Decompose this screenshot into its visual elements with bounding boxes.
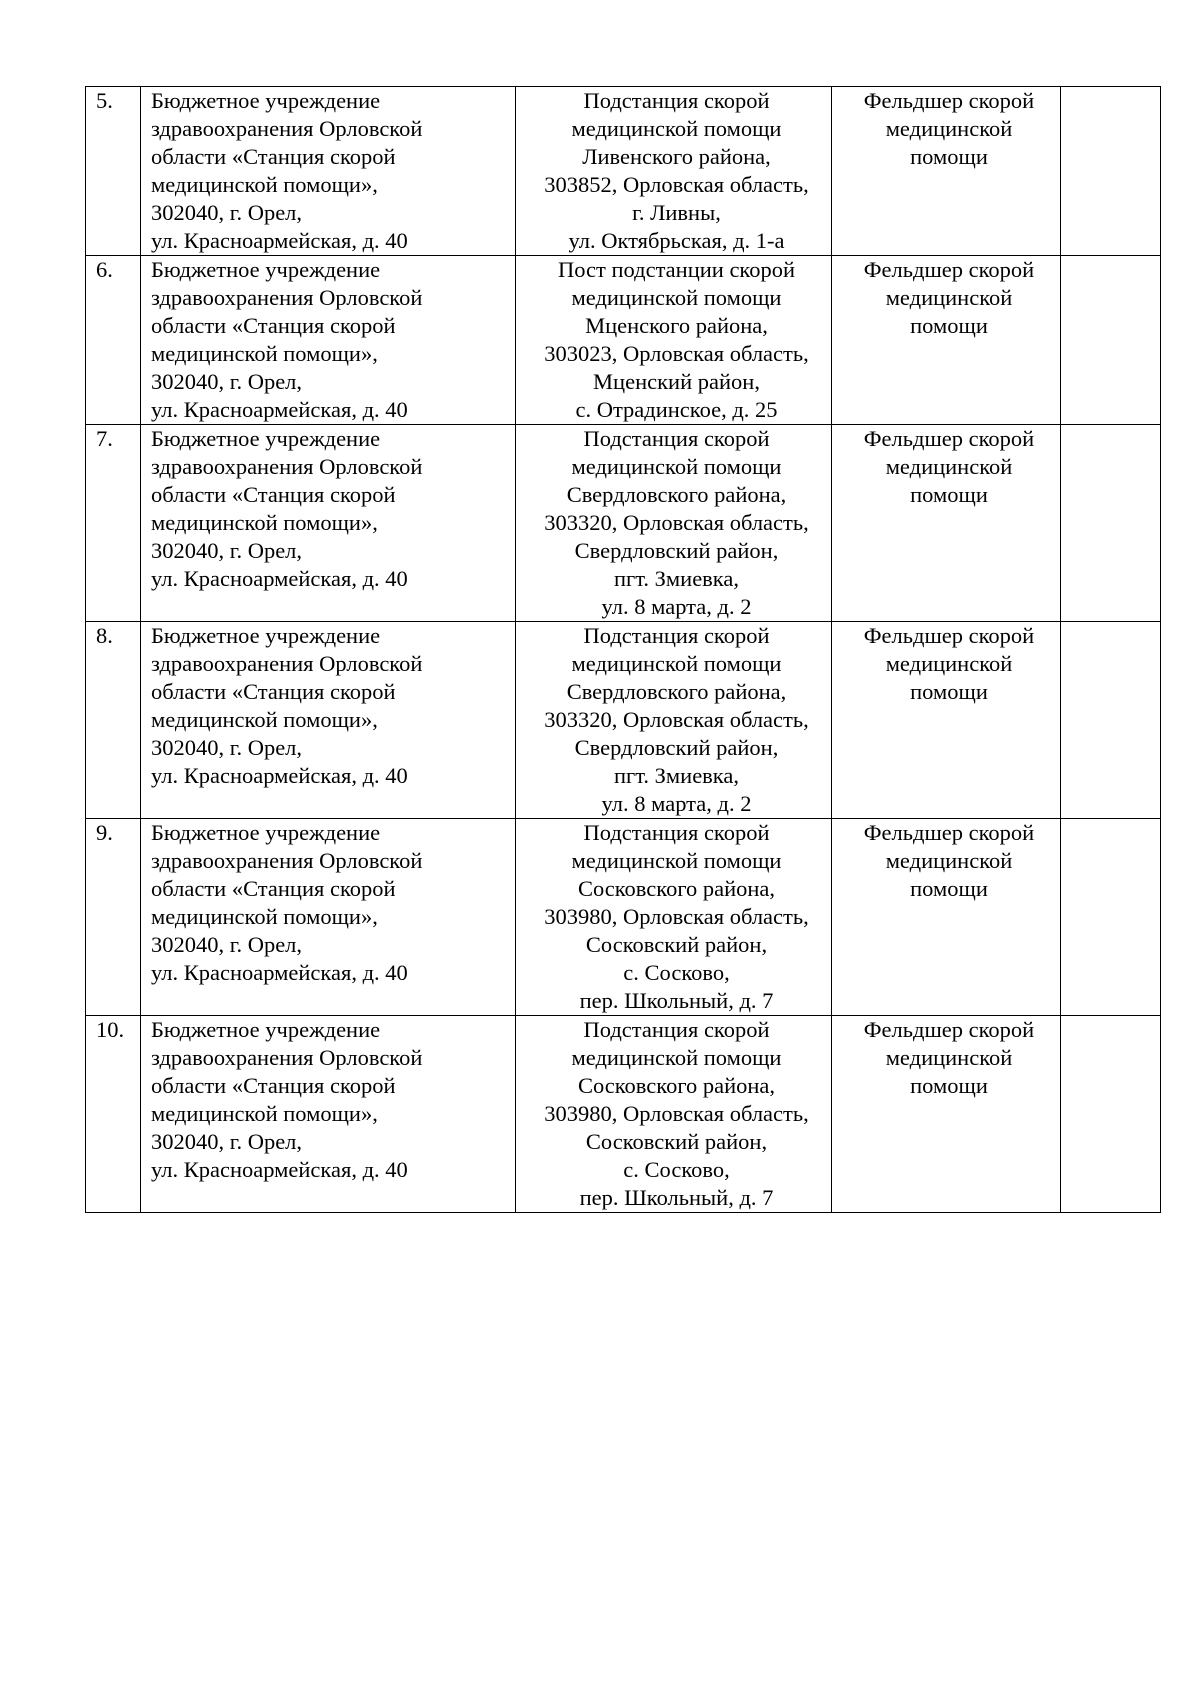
organization-cell: Бюджетное учреждение здравоохранения Орловской области «Станция скорой медицинской помощи», 302040, г. Орел, ул. Красноармейская, д. 40 xyxy=(141,819,516,1016)
organization-cell: Бюджетное учреждение здравоохранения Орловской области «Станция скорой медицинской помощи», 302040, г. Орел, ул. Красноармейская, д. 40 xyxy=(141,256,516,425)
row-number: 6. xyxy=(86,256,141,425)
workplace-cell: Подстанция скорой медицинской помощи Ливенского района, 303852, Орловская область, г. Ливны, ул. Октябрьская, д. 1-а xyxy=(516,87,832,256)
empty-cell xyxy=(1061,819,1161,1016)
position-cell: Фельдшер скорой медицинской помощи xyxy=(832,256,1061,425)
organization-cell: Бюджетное учреждение здравоохранения Орловской области «Станция скорой медицинской помощи», 302040, г. Орел, ул. Красноармейская, д. 40 xyxy=(141,1016,516,1213)
table-row xyxy=(86,87,1161,256)
row-number: 9. xyxy=(86,819,141,1016)
table-row xyxy=(86,425,1161,622)
organization-cell: Бюджетное учреждение здравоохранения Орловской области «Станция скорой медицинской помощи», 302040, г. Орел, ул. Красноармейская, д. 40 xyxy=(141,622,516,819)
workplace-cell: Подстанция скорой медицинской помощи Свердловского района, 303320, Орловская область, Свердловский район, пгт. Змиевка, ул. 8 марта, д. 2 xyxy=(516,425,832,622)
workplace-cell: Подстанция скорой медицинской помощи Сосковского района, 303980, Орловская область, Сосковский район, с. Сосково, пер. Школьный, д. 7 xyxy=(516,819,832,1016)
workplace-cell: Пост подстанции скорой медицинской помощи Мценского района, 303023, Орловская область, Мценский район, с. Отрадинское, д. 25 xyxy=(516,256,832,425)
position-cell: Фельдшер скорой медицинской помощи xyxy=(832,425,1061,622)
position-cell: Фельдшер скорой медицинской помощи xyxy=(832,819,1061,1016)
position-cell: Фельдшер скорой медицинской помощи xyxy=(832,87,1061,256)
empty-cell xyxy=(1061,87,1161,256)
empty-cell xyxy=(1061,622,1161,819)
workplace-cell: Подстанция скорой медицинской помощи Свердловского района, 303320, Орловская область, Свердловский район, пгт. Змиевка, ул. 8 марта, д. 2 xyxy=(516,622,832,819)
row-number: 8. xyxy=(86,622,141,819)
table-row xyxy=(86,622,1161,819)
table-row xyxy=(86,1016,1161,1213)
row-number: 5. xyxy=(86,87,141,256)
row-number: 10. xyxy=(86,1016,141,1213)
position-cell: Фельдшер скорой медицинской помощи xyxy=(832,1016,1061,1213)
empty-cell xyxy=(1061,256,1161,425)
row-number: 7. xyxy=(86,425,141,622)
table-row xyxy=(86,819,1161,1016)
stations-table xyxy=(85,86,1161,1213)
position-cell: Фельдшер скорой медицинской помощи xyxy=(832,622,1061,819)
table-row xyxy=(86,256,1161,425)
workplace-cell: Подстанция скорой медицинской помощи Сосковского района, 303980, Орловская область, Сосковский район, с. Сосково, пер. Школьный, д. 7 xyxy=(516,1016,832,1213)
organization-cell: Бюджетное учреждение здравоохранения Орловской области «Станция скорой медицинской помощи», 302040, г. Орел, ул. Красноармейская, д. 40 xyxy=(141,425,516,622)
empty-cell xyxy=(1061,425,1161,622)
empty-cell xyxy=(1061,1016,1161,1213)
organization-cell: Бюджетное учреждение здравоохранения Орловской области «Станция скорой медицинской помощи», 302040, г. Орел, ул. Красноармейская, д. 40 xyxy=(141,87,516,256)
